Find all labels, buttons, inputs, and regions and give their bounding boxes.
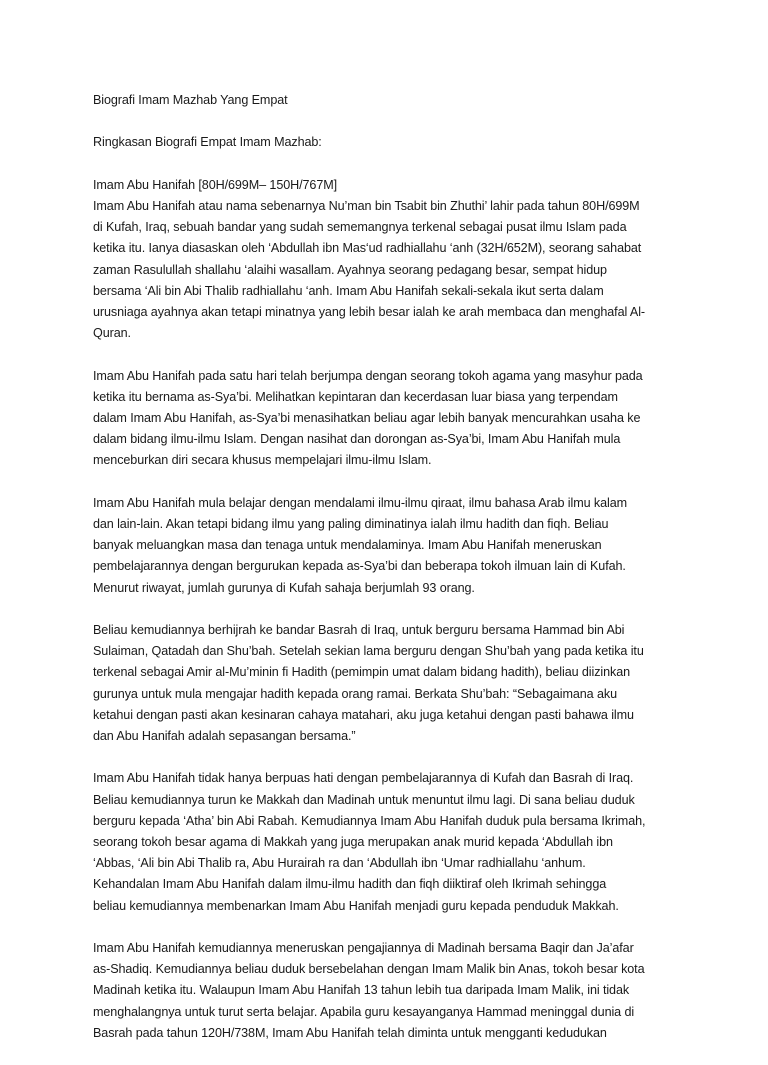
section-heading: Imam Abu Hanifah [80H/699M– 150H/767M] — [93, 177, 338, 192]
paragraph-5: Imam Abu Hanifah tidak hanya berpuas hati dengan pembelajarannya di Kufah dan Basrah di Iraq. Beliau kemudiannya turun ke Makkah dan Madinah untuk menuntut ilmu lagi. Di sana beliau duduk berguru kepada ‘Atha’ bin Abi Rabah. Kemudiannya Imam Abu Hanifah duduk pula bersama Ikrimah, seorang tokoh besar agama di Makkah yang juga merupakan anak murid kepada ‘Abdullah ibn ‘Abbas, ‘Ali bin Abi Thalib ra, Abu Hurairah ra dan ‘Abdullah ibn ‘Umar radhiallahu ‘anhum. Kehandalan Imam Abu Hanifah dalam ilmu-ilmu hadith dan fiqh diiktiraf oleh Ikrimah sehingga beliau kemudiannya membenarkan Imam Abu Hanifah menjadi guru kepada penduduk Makkah. — [93, 771, 646, 913]
document-body — [93, 90, 683, 1065]
paragraph-1: Imam Abu Hanifah atau nama sebenarnya Nu’man bin Tsabit bin Zhuthi’ lahir pada tahun 80H/699M di Kufah, Iraq, sebuah bandar yang sudah sememangnya terkenal sebagai pusat ilmu Islam pada ketika itu. Ianya diasaskan oleh ‘Abdullah ibn Mas‘ud radhiallahu ‘anh (32H/652M), seorang sahabat zaman Rasulullah shallahu ‘alaihi wasallam. Ayahnya seorang pedagang besar, sempat hidup bersama ‘Ali bin Abi Thalib radhiallahu ‘anh. Imam Abu Hanifah sekali-sekala ikut serta dalam urusniaga ayahnya akan tetapi minatnya yang lebih besar ialah ke arah membaca dan menghafal Al- Quran. — [93, 198, 645, 341]
paragraph-3: Imam Abu Hanifah mula belajar dengan mendalami ilmu-ilmu qiraat, ilmu bahasa Arab ilmu kalam dan lain-lain. Akan tetapi bidang ilmu yang paling diminatinya ialah ilmu hadith dan fiqh. Beliau banyak meluangkan masa dan tenaga untuk mendalaminya. Imam Abu Hanifah meneruskan pembelajarannya dengan bergurukan kepada as-Sya’bi dan beberapa tokoh ilmuan lain di Kufah. Menurut riwayat, jumlah gurunya di Kufah sahaja berjumlah 93 orang. — [93, 495, 627, 595]
document-subtitle: Ringkasan Biografi Empat Imam Mazhab: — [93, 135, 322, 150]
section-block — [93, 175, 683, 345]
paragraph-2: Imam Abu Hanifah pada satu hari telah berjumpa dengan seorang tokoh agama yang masyhur pada ketika itu bernama as-Sya’bi. Melihatkan kepintaran dan kecerdasan luar biasa yang terpendam dalam Imam Abu Hanifah, as-Sya’bi menasihatkan beliau agar lebih banyak mencurahkan usaha ke dalam bidang ilmu-ilmu Islam. Dengan nasihat dan dorongan as-Sya’bi, Imam Abu Hanifah mula menceburkan diri secara khusus mempelajari ilmu-ilmu Islam. — [93, 368, 643, 468]
paragraph-4: Beliau kemudiannya berhijrah ke bandar Basrah di Iraq, untuk berguru bersama Hammad bin Abi Sulaiman, Qatadah dan Shu’bah. Setelah sekian lama berguru dengan Shu’bah yang pada ketika itu terkenal sebagai Amir al-Mu’minin fi Hadith (pemimpin umat dalam bidang hadith), beliau diizinkan gurunya untuk mula mengajar hadith kepada orang ramai. Berkata Shu’bah: “Sebagaimana aku ketahui dengan pasti akan kesinaran cahaya matahari, aku juga ketahui dengan pasti bahawa ilmu dan Abu Hanifah adalah sepasangan bersama.” — [93, 623, 644, 744]
paragraph-6: Imam Abu Hanifah kemudiannya meneruskan pengajiannya di Madinah bersama Baqir dan Ja’afar as-Shadiq. Kemudiannya beliau duduk bersebelahan dengan Imam Malik bin Anas, tokoh besar kota Madinah ketika itu. Walaupun Imam Abu Hanifah 13 tahun lebih tua daripada Imam Malik, ini tidak menghalangnya untuk turut serta belajar. Apabila guru kesayanganya Hammad meninggal dunia di Basrah pada tahun 120H/738M, Imam Abu Hanifah telah diminta untuk mengganti kedudukan — [93, 941, 645, 1040]
document-title: Biografi Imam Mazhab Yang Empat — [93, 93, 288, 107]
